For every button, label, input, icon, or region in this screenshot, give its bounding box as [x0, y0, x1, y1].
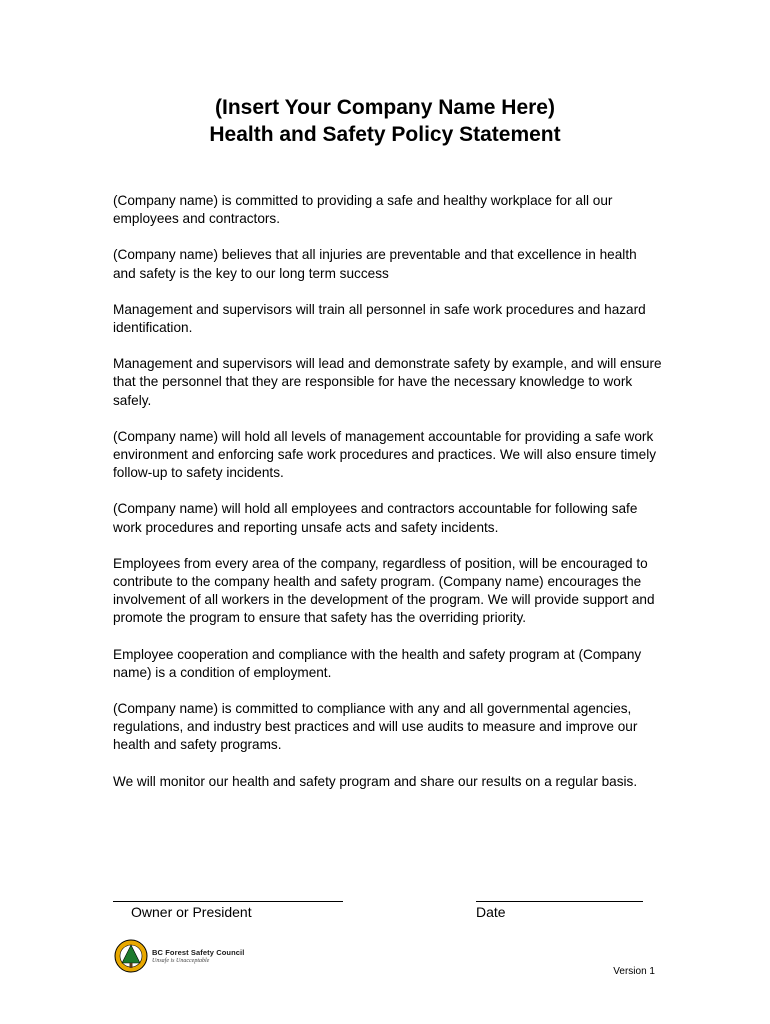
- policy-body: [113, 192, 663, 809]
- date-signature-label: Date: [476, 904, 506, 920]
- tree-emblem-icon: [114, 938, 148, 974]
- bc-forest-safety-logo: [114, 938, 254, 974]
- policy-paragraph: (Company name) is committed to providing a safe and healthy workplace for all our employees and contractors.: [113, 193, 613, 227]
- logo-name: BC Forest Safety Council: [152, 948, 245, 957]
- owner-signature-line[interactable]: [113, 889, 343, 902]
- date-signature-line[interactable]: [476, 889, 643, 902]
- policy-paragraph: (Company name) is committed to compliance with any and all governmental agencies, regulations, and industry best practices and will use audits to measure and improve our health and safety programs.: [113, 701, 638, 753]
- policy-paragraph: Employees from every area of the company, regardless of position, will be encouraged to contribute to the company health and safety program. (Company name) encourages the involvement of all workers in the development of the program. We will provide support and promote the program to ensure that safety has the overriding priority.: [113, 555, 655, 626]
- policy-paragraph: We will monitor our health and safety program and share our results on a regular basis.: [113, 773, 638, 789]
- version-label: Version 1: [613, 966, 655, 977]
- policy-paragraph: (Company name) believes that all injuries are preventable and that excellence in health and safety is the key to our long term success: [113, 247, 637, 281]
- policy-paragraph: (Company name) will hold all levels of management accountable for providing a safe work environment and enforcing safe work procedures and practices. We will also ensure timely follow-up to safety incidents.: [113, 428, 657, 481]
- owner-signature-block: [113, 889, 343, 920]
- logo-text: [152, 948, 244, 964]
- document-title: [0, 94, 770, 148]
- policy-paragraph: Employee cooperation and compliance with the health and safety program at (Company name) is a condition of employment.: [113, 646, 642, 680]
- logo-tagline: Unsafe is Unacceptable: [152, 958, 210, 964]
- title-policy-statement: Health and Safety Policy Statement: [209, 123, 561, 146]
- owner-signature-label: Owner or President: [131, 904, 252, 920]
- date-signature-block: [476, 889, 643, 920]
- title-company-placeholder: (Insert Your Company Name Here): [215, 96, 555, 119]
- policy-paragraph: Management and supervisors will train all personnel in safe work procedures and hazard identification.: [113, 301, 646, 336]
- policy-paragraph: (Company name) will hold all employees and contractors accountable for following safe work procedures and reporting unsafe acts and safety incidents.: [113, 501, 638, 535]
- policy-paragraph: Management and supervisors will lead and demonstrate safety by example, and will ensure that the personnel that they are responsible for have the necessary knowledge to work safely.: [113, 356, 662, 408]
